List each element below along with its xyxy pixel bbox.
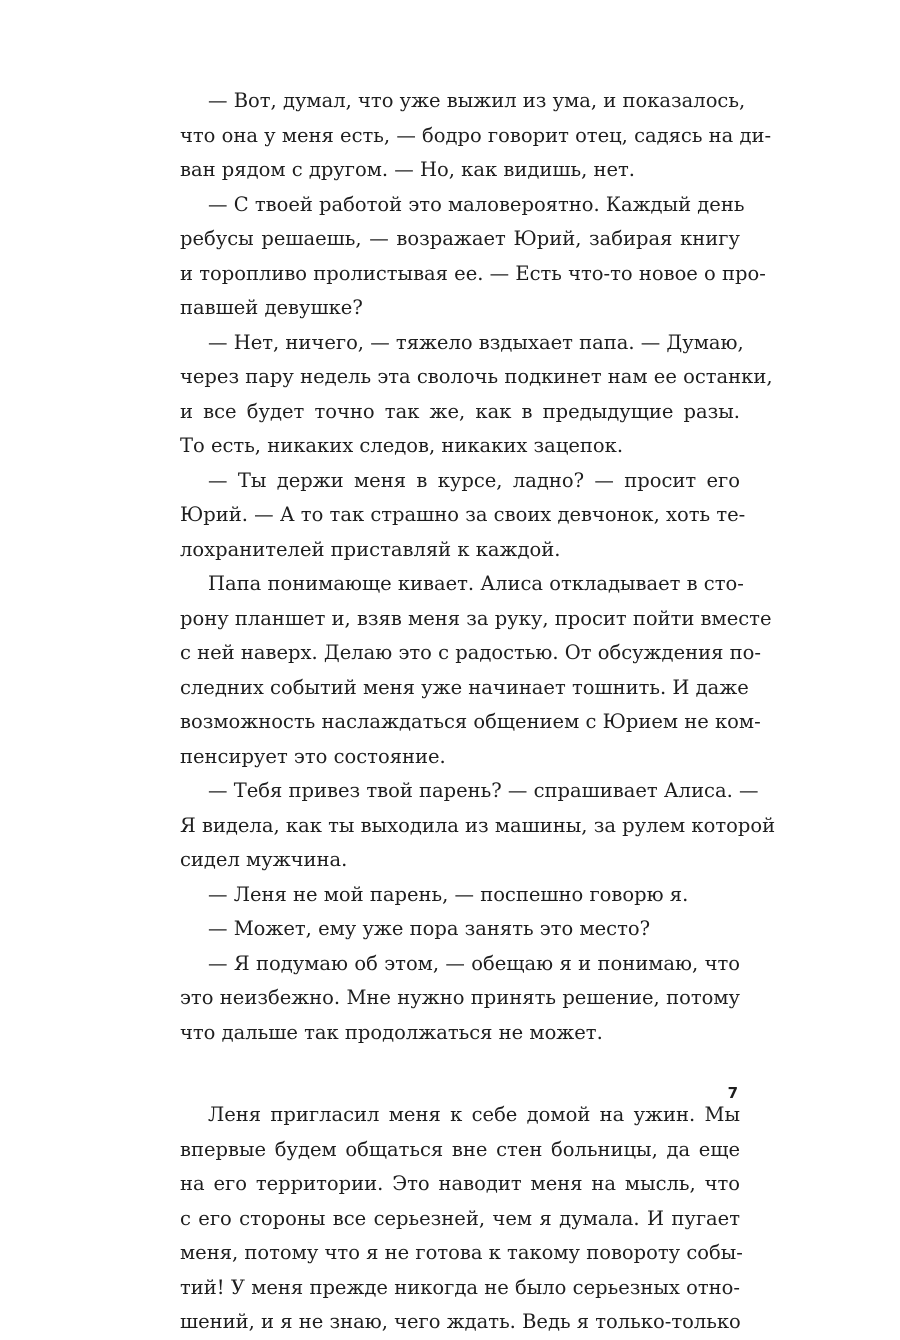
text-line: тий! У меня прежде никогда не было серьезных отно-: [180, 1275, 740, 1299]
text-line: То есть, никаких следов, никаких зацепок.: [180, 434, 624, 457]
text-line: и все будет точно так же, как в предыдущие разы.: [180, 399, 740, 423]
text-line: — Нет, ничего, — тяжело вздыхает папа. — Думаю,: [208, 330, 744, 354]
text-line: Юрий. — А то так страшно за своих девчонок, хоть те-: [180, 503, 746, 526]
text-line: — Я подумаю об этом, — обещаю я и понимаю, что: [208, 951, 740, 975]
page-number: 7: [727, 1084, 738, 1102]
book-page-text: [180, 84, 776, 1340]
text-line: через пару недель эта сволочь подкинет нам ее останки,: [180, 365, 773, 388]
text-line: это неизбежно. Мне нужно принять решение, потому: [180, 986, 740, 1009]
text-line: на его территории. Это наводит меня на мысль, что: [180, 1172, 740, 1195]
text-line: ребусы решаешь, — возражает Юрий, забирая книгу: [180, 227, 740, 250]
text-line: Я видела, как ты выходила из машины, за рулем которой: [180, 813, 776, 837]
text-line: пенсирует это состояние.: [180, 744, 446, 768]
text-line: Леня пригласил меня к себе домой на ужин. Мы: [208, 1103, 740, 1126]
text-line: что она у меня есть, — бодро говорит отец, садясь на ди-: [180, 123, 772, 147]
text-line: что дальше так продолжаться не может.: [180, 1020, 603, 1044]
text-line: — Вот, думал, что уже выжил из ума, и показалось,: [208, 89, 746, 112]
text-line: — Леня не мой парень, — поспешно говорю я.: [208, 882, 689, 906]
text-line: с ней наверх. Делаю это с радостью. От обсуждения по-: [180, 641, 761, 664]
text-line: рону планшет и, взяв меня за руку, просит пойти вместе: [180, 606, 772, 630]
text-line: с его стороны все серьезней, чем я думала. И пугает: [180, 1206, 740, 1230]
text-line: Папа понимающе кивает. Алиса откладывает в сто-: [208, 572, 744, 595]
section-break: [180, 1050, 740, 1098]
text-line: — Может, ему уже пора занять это место?: [208, 917, 651, 940]
text-line: меня, потому что я не готова к такому повороту собы-: [180, 1241, 743, 1264]
text-line: сидел мужчина.: [180, 848, 348, 871]
text-line: — Ты держи меня в курсе, ладно? — просит его: [208, 468, 740, 492]
text-line: — Тебя привез твой парень? — спрашивает Алиса. —: [208, 779, 759, 802]
text-line: ван рядом с другом. — Но, как видишь, нет.: [180, 158, 635, 181]
text-line: павшей девушке?: [180, 296, 363, 319]
text-line: и торопливо пролистывая ее. — Есть что-то новое о про-: [180, 261, 766, 285]
text-line: шений, и я не знаю, чего ждать. Ведь я только-только: [180, 1310, 741, 1333]
text-line: возможность наслаждаться общением с Юрием не ком-: [180, 710, 761, 733]
text-line: впервые будем общаться вне стен больницы, да еще: [180, 1137, 740, 1161]
text-line: — С твоей работой это маловероятно. Каждый день: [208, 192, 745, 216]
text-line: лохранителей приставляй к каждой.: [180, 537, 561, 561]
text-line: следних событий меня уже начинает тошнить. И даже: [180, 675, 749, 699]
